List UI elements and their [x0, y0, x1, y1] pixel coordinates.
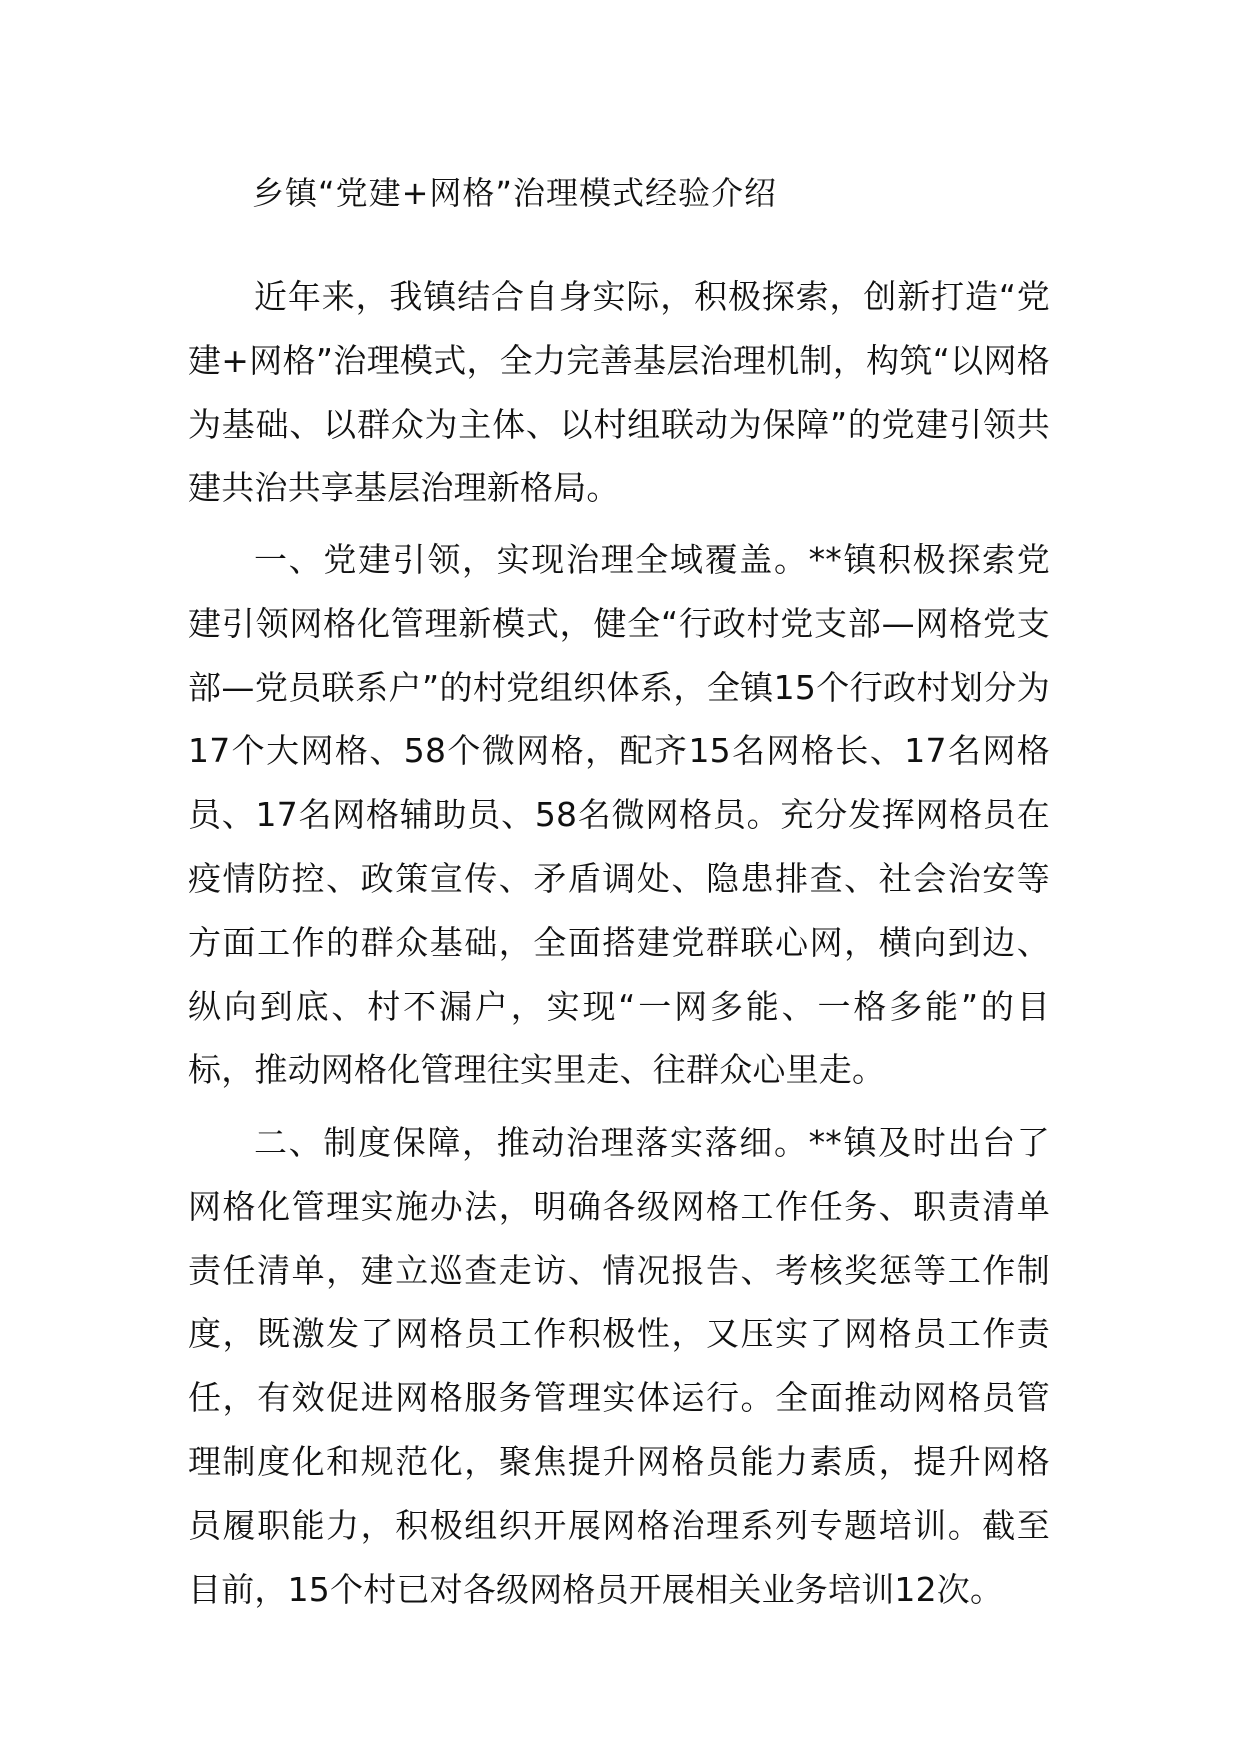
paragraph-system-guarantee: 二、制度保障，推动治理落实落细。**镇及时出台了网格化管理实施办法，明确各级网格工作任务、职责清单责任清单，建立巡查走访、情况报告、考核奖惩等工作制度，既激发了网格员工作积极性，又压实了网格员工作责任，有效促进网格服务管理实体运行。全面推动网格员管理制度化和规范化，聚焦提升网格员能力素质，提升网格员履职能力，积极组织开展网格治理系列专题培训。截至目前，15个村已对各级网格员开展相关业务培训12次。 — [188, 1123, 1050, 1609]
document-title: 乡镇“党建+网格”治理模式经验介绍 — [252, 174, 777, 212]
paragraph-party-building-leadership: 一、党建引领，实现治理全域覆盖。**镇积极探索党建引领网格化管理新模式，健全“行政村党支部—网格党支部—党员联系户”的村党组织体系，全镇15个行政村划分为17个大网格、58个微网格，配齐15名网格长、17名网格员、17名网格辅助员、58名微网格员。充分发挥网格员在疫情防控、政策宣传、矛盾调处、隐患排查、社会治安等方面工作的群众基础，全面搭建党群联心网，横向到边、纵向到底、村不漏户，实现“一网多能、一格多能”的目标，推动网格化管理往实里走、往群众心里走。 — [188, 540, 1050, 1090]
paragraph-introduction: 近年来，我镇结合自身实际，积极探索，创新打造“党建+网格”治理模式，全力完善基层治理机制，构筑“以网格为基础、以群众为主体、以村组联动为保障”的党建引领共建共治共享基层治理新格局。 — [188, 277, 1050, 508]
